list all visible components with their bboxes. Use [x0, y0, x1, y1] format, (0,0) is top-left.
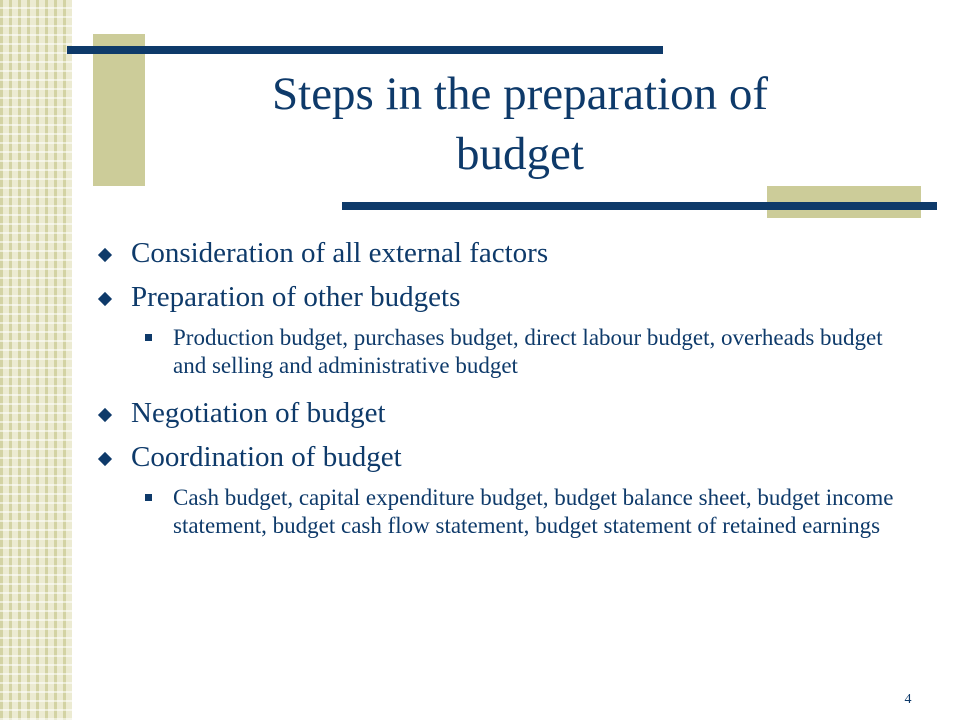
top-rule: [67, 46, 663, 54]
slide-title-line-1: Steps in the preparation of: [272, 68, 768, 120]
bullet-text: Preparation of other budgets: [131, 281, 461, 313]
square-bullet-icon: [145, 494, 152, 501]
slide-title-line-2: budget: [456, 128, 584, 180]
square-bullet-icon: [145, 334, 152, 341]
bullet-item-external-factors: [100, 236, 920, 270]
bottom-rule: [342, 202, 937, 210]
sub-bullet-item-other-budgets: [145, 324, 920, 380]
bullet-text: Negotiation of budget: [131, 397, 386, 429]
sub-bullet-text: Cash budget, capital expenditure budget, budget balance sheet, budget income statement, budget cash flow statement, budget statement of retained earnings: [173, 485, 894, 538]
bullet-item-coordination: [100, 440, 920, 474]
diamond-bullet-icon: [98, 452, 112, 466]
sub-bullet-text: Production budget, purchases budget, direct labour budget, overheads budget and selling and administrative budget: [173, 325, 883, 378]
bullet-item-negotiation: [100, 396, 920, 430]
diamond-bullet-icon: [98, 292, 112, 306]
diamond-bullet-icon: [98, 408, 112, 422]
page-number: 4: [904, 692, 912, 707]
slide-title: [120, 64, 920, 184]
left-decorative-pattern: [0, 0, 72, 720]
bullet-list: [100, 236, 920, 556]
bullet-text: Coordination of budget: [131, 441, 402, 473]
sub-bullet-item-coordination: [145, 484, 920, 540]
diamond-bullet-icon: [98, 248, 112, 262]
bullet-text: Consideration of all external factors: [131, 237, 549, 269]
bullet-item-other-budgets: [100, 280, 920, 314]
